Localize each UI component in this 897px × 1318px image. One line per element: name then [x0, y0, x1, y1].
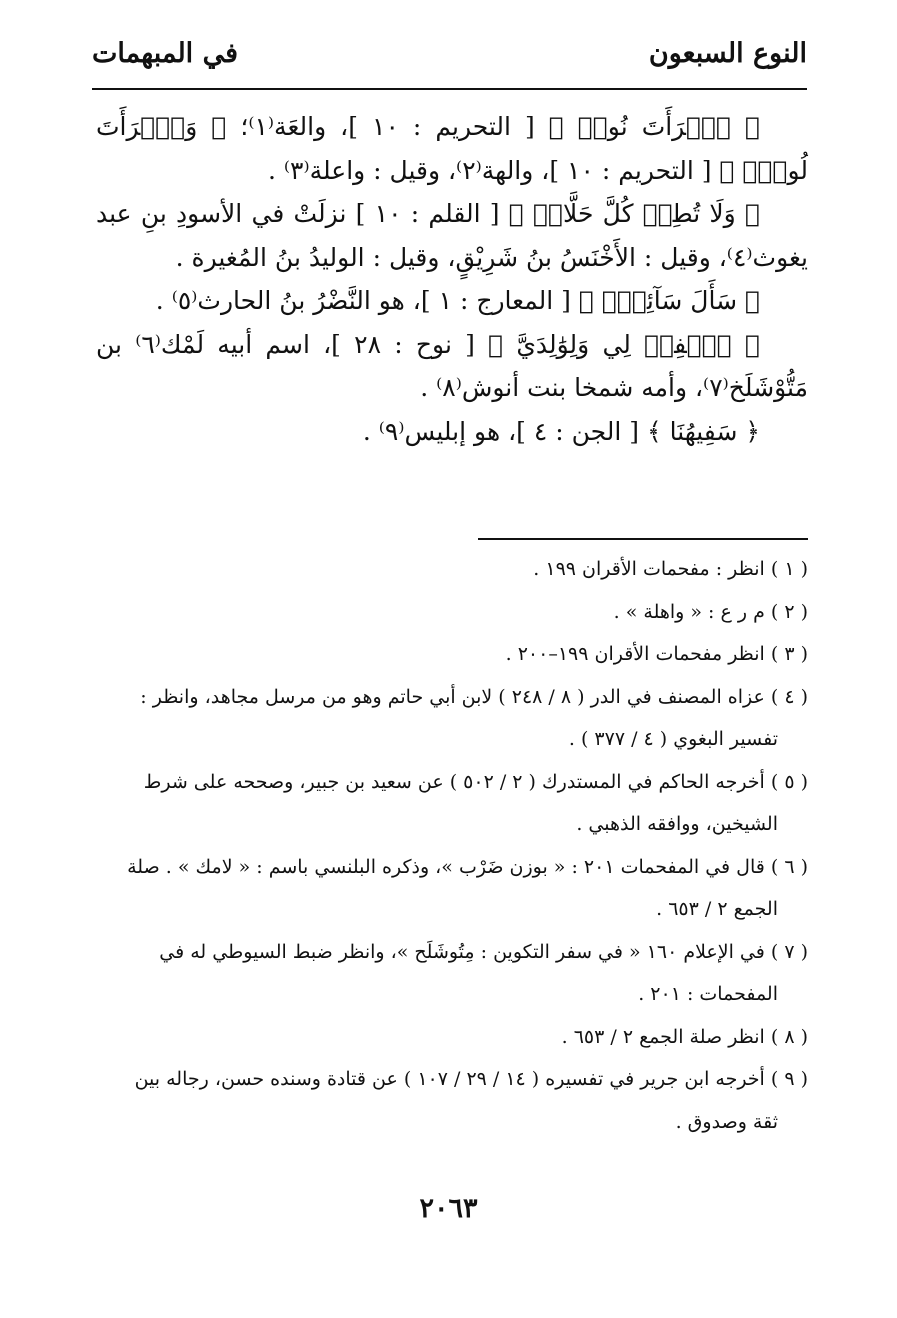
paragraph: ﴿ سَأَلَ سَآئِلُۢ ﴾ [ المعارج : ١ ]، هو النَّضْرُ بنُ الحارث⁽٥⁾ .	[155, 286, 760, 315]
footnote	[88, 1016, 808, 1059]
footnotes	[88, 548, 808, 1143]
footnote-text: ( ١ ) انظر : مفحمات الأقران ١٩٩ .	[533, 558, 808, 580]
footnote	[88, 548, 808, 591]
footnote-continuation: الجمع ٢ / ٦٥٣ .	[656, 898, 778, 920]
footnote-continuation: الشيخين، ووافقه الذهبي .	[576, 813, 778, 835]
footnote-text: ( ٢ ) م ر ع : « واهلة » .	[613, 600, 808, 623]
paragraph: ﴿ سَفِيهُنَا ﴾ [ الجن : ٤ ]، هو إبليس⁽٩⁾ .	[362, 416, 760, 446]
footnote	[88, 591, 808, 634]
footnote-text: ( ٧ ) في الإعلام ١٦٠ « في سفر التكوين : مِتُوشَلَح »، وانظر ضبط السيوطي له في	[159, 940, 808, 963]
footnote-text: ( ٥ ) أخرجه الحاكم في المستدرك ( ٢ / ٥٠٢ ) عن سعيد بن جبير، وصححه على شرط	[143, 770, 808, 793]
footnote	[88, 676, 808, 761]
main-text	[96, 105, 808, 453]
paragraph: ﴿ وَلَا تُطِعۡ كُلَّ حَلَّافٖ ﴾ [ القلم : ١٠ ] نزلَتْ في الأسودِ بنِ عبد يغوث⁽٤⁾، وقيل : الأَخْنَسُ بنُ شَرِيْقٍ، وقيل : الوليدُ بنُ المُغيرة .	[96, 199, 808, 272]
footnote-text: ( ٩ ) أخرجه ابن جرير في تفسيره ( ١٤ / ٢٩ / ١٠٧ ) عن قتادة وسنده حسن، رجاله بين	[134, 1068, 808, 1090]
footnote-separator	[478, 538, 808, 540]
footnote	[88, 931, 808, 1016]
footnote-text: ( ٤ ) عزاه المصنف في الدر ( ٨ / ٢٤٨ ) لابن أبي حاتم وهو من مرسل مجاهد، وانظر :	[140, 685, 808, 708]
footnote	[88, 761, 808, 846]
chapter-title: النوع السبعون	[648, 38, 807, 69]
header-rule	[92, 88, 807, 90]
paragraph: ﴿ ٱمۡرَأَتَ نُوحٖ ﴾ [ التحريم : ١٠ ]، والعَة⁽١⁾؛ ﴿ وَٱمۡرَأَتَ لُوطٖۖ ﴾ [ التحريم : ١٠ ]، والهة⁽٢⁾، وقيل : واعلة⁽٣⁾ .	[96, 112, 808, 185]
running-header	[92, 38, 807, 78]
page-number: ٢٠٦٣	[419, 1193, 478, 1224]
footnote-text: ( ٣ ) انظر مفحمات الأقران ١٩٩–٢٠٠ .	[505, 643, 808, 665]
footnote-text: ( ٦ ) قال في المفحمات ٢٠١ : « بوزن ضَرْب »، وذكره البلنسي باسم : « لامك » . صلة	[127, 855, 808, 878]
footnote-continuation: المفحمات : ٢٠١ .	[638, 983, 778, 1005]
paragraph: ﴿ ٱغۡفِرۡ لِي وَلِوَٰلِدَيَّ ﴾ [ نوح : ٢٨ ]، اسم أبيه لَمْك⁽٦⁾ بن مَتُّوْشَلَخ⁽٧⁾، وأمه شمخا بنت أنوش⁽٨⁾ .	[96, 329, 808, 402]
section-title: في المبهمات	[92, 38, 238, 69]
footnote-text: ( ٨ ) انظر صلة الجمع ٢ / ٦٥٣ .	[561, 1025, 808, 1048]
footnote	[88, 633, 808, 676]
footnote-continuation: تفسير البغوي ( ٤ / ٣٧٧ ) .	[568, 728, 778, 750]
footnote	[88, 846, 808, 931]
footnote-continuation: ثقة وصدوق .	[675, 1110, 778, 1133]
footnote	[88, 1058, 808, 1143]
